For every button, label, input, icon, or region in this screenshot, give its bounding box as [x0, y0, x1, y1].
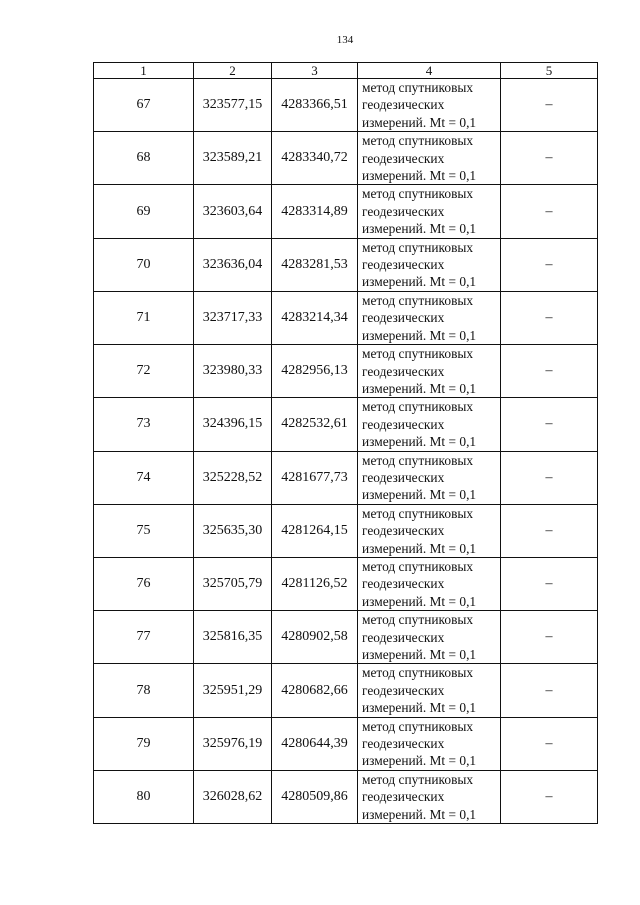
cell-point-number: 76: [94, 557, 194, 610]
cell-method-line: метод спутниковых: [362, 718, 474, 734]
cell-method-line: метод спутниковых: [362, 292, 474, 308]
cell-point-number: 70: [94, 238, 194, 291]
cell-method-line: геодезических: [362, 682, 445, 698]
cell-point-number: 78: [94, 664, 194, 717]
cell-coordinate-2: 325705,79: [194, 557, 272, 610]
cell-method: [358, 717, 501, 770]
cell-col-5: –: [501, 770, 598, 823]
cell-point-number: 73: [94, 398, 194, 451]
cell-method-line: геодезических: [362, 363, 445, 379]
table-row: [94, 79, 598, 132]
cell-method-line: геодезических: [362, 469, 445, 485]
cell-method-line: измерений. Mt = 0,1: [362, 806, 477, 822]
table-row: [94, 557, 598, 610]
cell-point-number: 71: [94, 291, 194, 344]
cell-coordinate-3: 4283314,89: [272, 185, 358, 238]
cell-coordinate-2: 325951,29: [194, 664, 272, 717]
header-col-2: 2: [194, 63, 272, 79]
cell-col-5: –: [501, 345, 598, 398]
cell-method-line: метод спутниковых: [362, 505, 474, 521]
cell-method: [358, 664, 501, 717]
table-row: [94, 717, 598, 770]
cell-method-line: метод спутниковых: [362, 239, 474, 255]
cell-method-line: измерений. Mt = 0,1: [362, 540, 477, 556]
cell-method-line: измерений. Mt = 0,1: [362, 647, 477, 662]
cell-method-line: измерений. Mt = 0,1: [362, 434, 477, 450]
cell-coordinate-3: 4283366,51: [272, 79, 358, 132]
cell-method-line: геодезических: [362, 736, 445, 752]
cell-col-5: –: [501, 132, 598, 185]
cell-method-line: метод спутниковых: [362, 452, 474, 468]
cell-method-line: геодезических: [362, 203, 445, 219]
coordinates-table: [93, 62, 598, 824]
cell-coordinate-2: 323603,64: [194, 185, 272, 238]
cell-method: [358, 611, 501, 664]
cell-coordinate-3: 4283281,53: [272, 238, 358, 291]
cell-method-line: измерений. Mt = 0,1: [362, 700, 477, 716]
cell-method-line: метод спутниковых: [362, 80, 474, 95]
table-row: [94, 664, 598, 717]
cell-method-line: метод спутниковых: [362, 399, 474, 415]
cell-method-line: геодезических: [362, 629, 445, 645]
table-row: [94, 345, 598, 398]
cell-coordinate-3: 4282956,13: [272, 345, 358, 398]
table-header: [94, 63, 598, 79]
cell-col-5: –: [501, 451, 598, 504]
cell-coordinate-2: 323636,04: [194, 238, 272, 291]
cell-coordinate-2: 324396,15: [194, 398, 272, 451]
cell-point-number: 67: [94, 79, 194, 132]
cell-method-line: измерений. Mt = 0,1: [362, 380, 477, 396]
cell-coordinate-2: 323980,33: [194, 345, 272, 398]
header-col-4: 4: [358, 63, 501, 79]
header-col-3: 3: [272, 63, 358, 79]
cell-method-line: метод спутниковых: [362, 558, 474, 574]
cell-col-5: –: [501, 611, 598, 664]
cell-coordinate-2: 325228,52: [194, 451, 272, 504]
cell-method-line: метод спутниковых: [362, 665, 474, 681]
cell-coordinate-2: 323589,21: [194, 132, 272, 185]
cell-method: [358, 770, 501, 823]
cell-coordinate-3: 4283340,72: [272, 132, 358, 185]
cell-method-line: измерений. Mt = 0,1: [362, 274, 477, 290]
cell-method-line: измерений. Mt = 0,1: [362, 114, 477, 130]
cell-method-line: геодезических: [362, 789, 445, 805]
cell-method: [358, 345, 501, 398]
table-row: [94, 451, 598, 504]
header-row: [94, 63, 598, 79]
cell-coordinate-3: 4283214,34: [272, 291, 358, 344]
table-row: [94, 238, 598, 291]
cell-method-line: метод спутниковых: [362, 186, 474, 202]
header-col-5: 5: [501, 63, 598, 79]
cell-coordinate-2: 325635,30: [194, 504, 272, 557]
cell-col-5: –: [501, 291, 598, 344]
cell-coordinate-2: 325816,35: [194, 611, 272, 664]
cell-col-5: –: [501, 185, 598, 238]
cell-coordinate-3: 4280682,66: [272, 664, 358, 717]
cell-method: [358, 557, 501, 610]
table-row: [94, 398, 598, 451]
cell-method-line: геодезических: [362, 416, 445, 432]
cell-method: [358, 504, 501, 557]
cell-method-line: измерений. Mt = 0,1: [362, 168, 477, 184]
cell-method-line: метод спутниковых: [362, 346, 474, 362]
cell-method-line: измерений. Mt = 0,1: [362, 221, 477, 237]
cell-point-number: 77: [94, 611, 194, 664]
table-body: [94, 79, 598, 824]
cell-method-line: геодезических: [362, 523, 445, 539]
cell-method: [358, 132, 501, 185]
cell-method: [358, 238, 501, 291]
table-row: [94, 504, 598, 557]
cell-method-line: геодезических: [362, 150, 445, 166]
cell-coordinate-3: 4281264,15: [272, 504, 358, 557]
cell-method-line: метод спутниковых: [362, 612, 474, 628]
cell-method: [358, 185, 501, 238]
header-col-1: 1: [94, 63, 194, 79]
cell-col-5: –: [501, 717, 598, 770]
cell-point-number: 79: [94, 717, 194, 770]
cell-method-line: измерений. Mt = 0,1: [362, 327, 477, 343]
cell-coordinate-2: 326028,62: [194, 770, 272, 823]
table-row: [94, 611, 598, 664]
table-row: [94, 770, 598, 823]
cell-col-5: –: [501, 664, 598, 717]
cell-coordinate-2: 325976,19: [194, 717, 272, 770]
cell-method: [358, 291, 501, 344]
cell-col-5: –: [501, 557, 598, 610]
cell-coordinate-3: 4280509,86: [272, 770, 358, 823]
cell-point-number: 69: [94, 185, 194, 238]
cell-method-line: метод спутниковых: [362, 771, 474, 787]
cell-col-5: –: [501, 79, 598, 132]
table-row: [94, 291, 598, 344]
cell-coordinate-3: 4282532,61: [272, 398, 358, 451]
cell-coordinate-3: 4280644,39: [272, 717, 358, 770]
cell-method: [358, 79, 501, 132]
cell-point-number: 75: [94, 504, 194, 557]
cell-coordinate-3: 4281677,73: [272, 451, 358, 504]
cell-point-number: 72: [94, 345, 194, 398]
cell-col-5: –: [501, 398, 598, 451]
cell-col-5: –: [501, 504, 598, 557]
cell-method: [358, 398, 501, 451]
cell-method-line: геодезических: [362, 97, 445, 113]
cell-method-line: метод спутниковых: [362, 133, 474, 149]
cell-coordinate-3: 4281126,52: [272, 557, 358, 610]
cell-method-line: измерений. Mt = 0,1: [362, 487, 477, 503]
cell-col-5: –: [501, 238, 598, 291]
cell-method-line: геодезических: [362, 310, 445, 326]
cell-coordinate-3: 4280902,58: [272, 611, 358, 664]
cell-point-number: 80: [94, 770, 194, 823]
page-number: 134: [336, 34, 354, 46]
cell-method: [358, 451, 501, 504]
cell-point-number: 74: [94, 451, 194, 504]
table-row: [94, 185, 598, 238]
cell-coordinate-2: 323717,33: [194, 291, 272, 344]
cell-method-line: измерений. Mt = 0,1: [362, 753, 477, 769]
cell-method-line: геодезических: [362, 257, 445, 273]
cell-coordinate-2: 323577,15: [194, 79, 272, 132]
cell-method-line: геодезических: [362, 576, 445, 592]
table-row: [94, 132, 598, 185]
cell-method-line: измерений. Mt = 0,1: [362, 593, 477, 609]
cell-point-number: 68: [94, 132, 194, 185]
